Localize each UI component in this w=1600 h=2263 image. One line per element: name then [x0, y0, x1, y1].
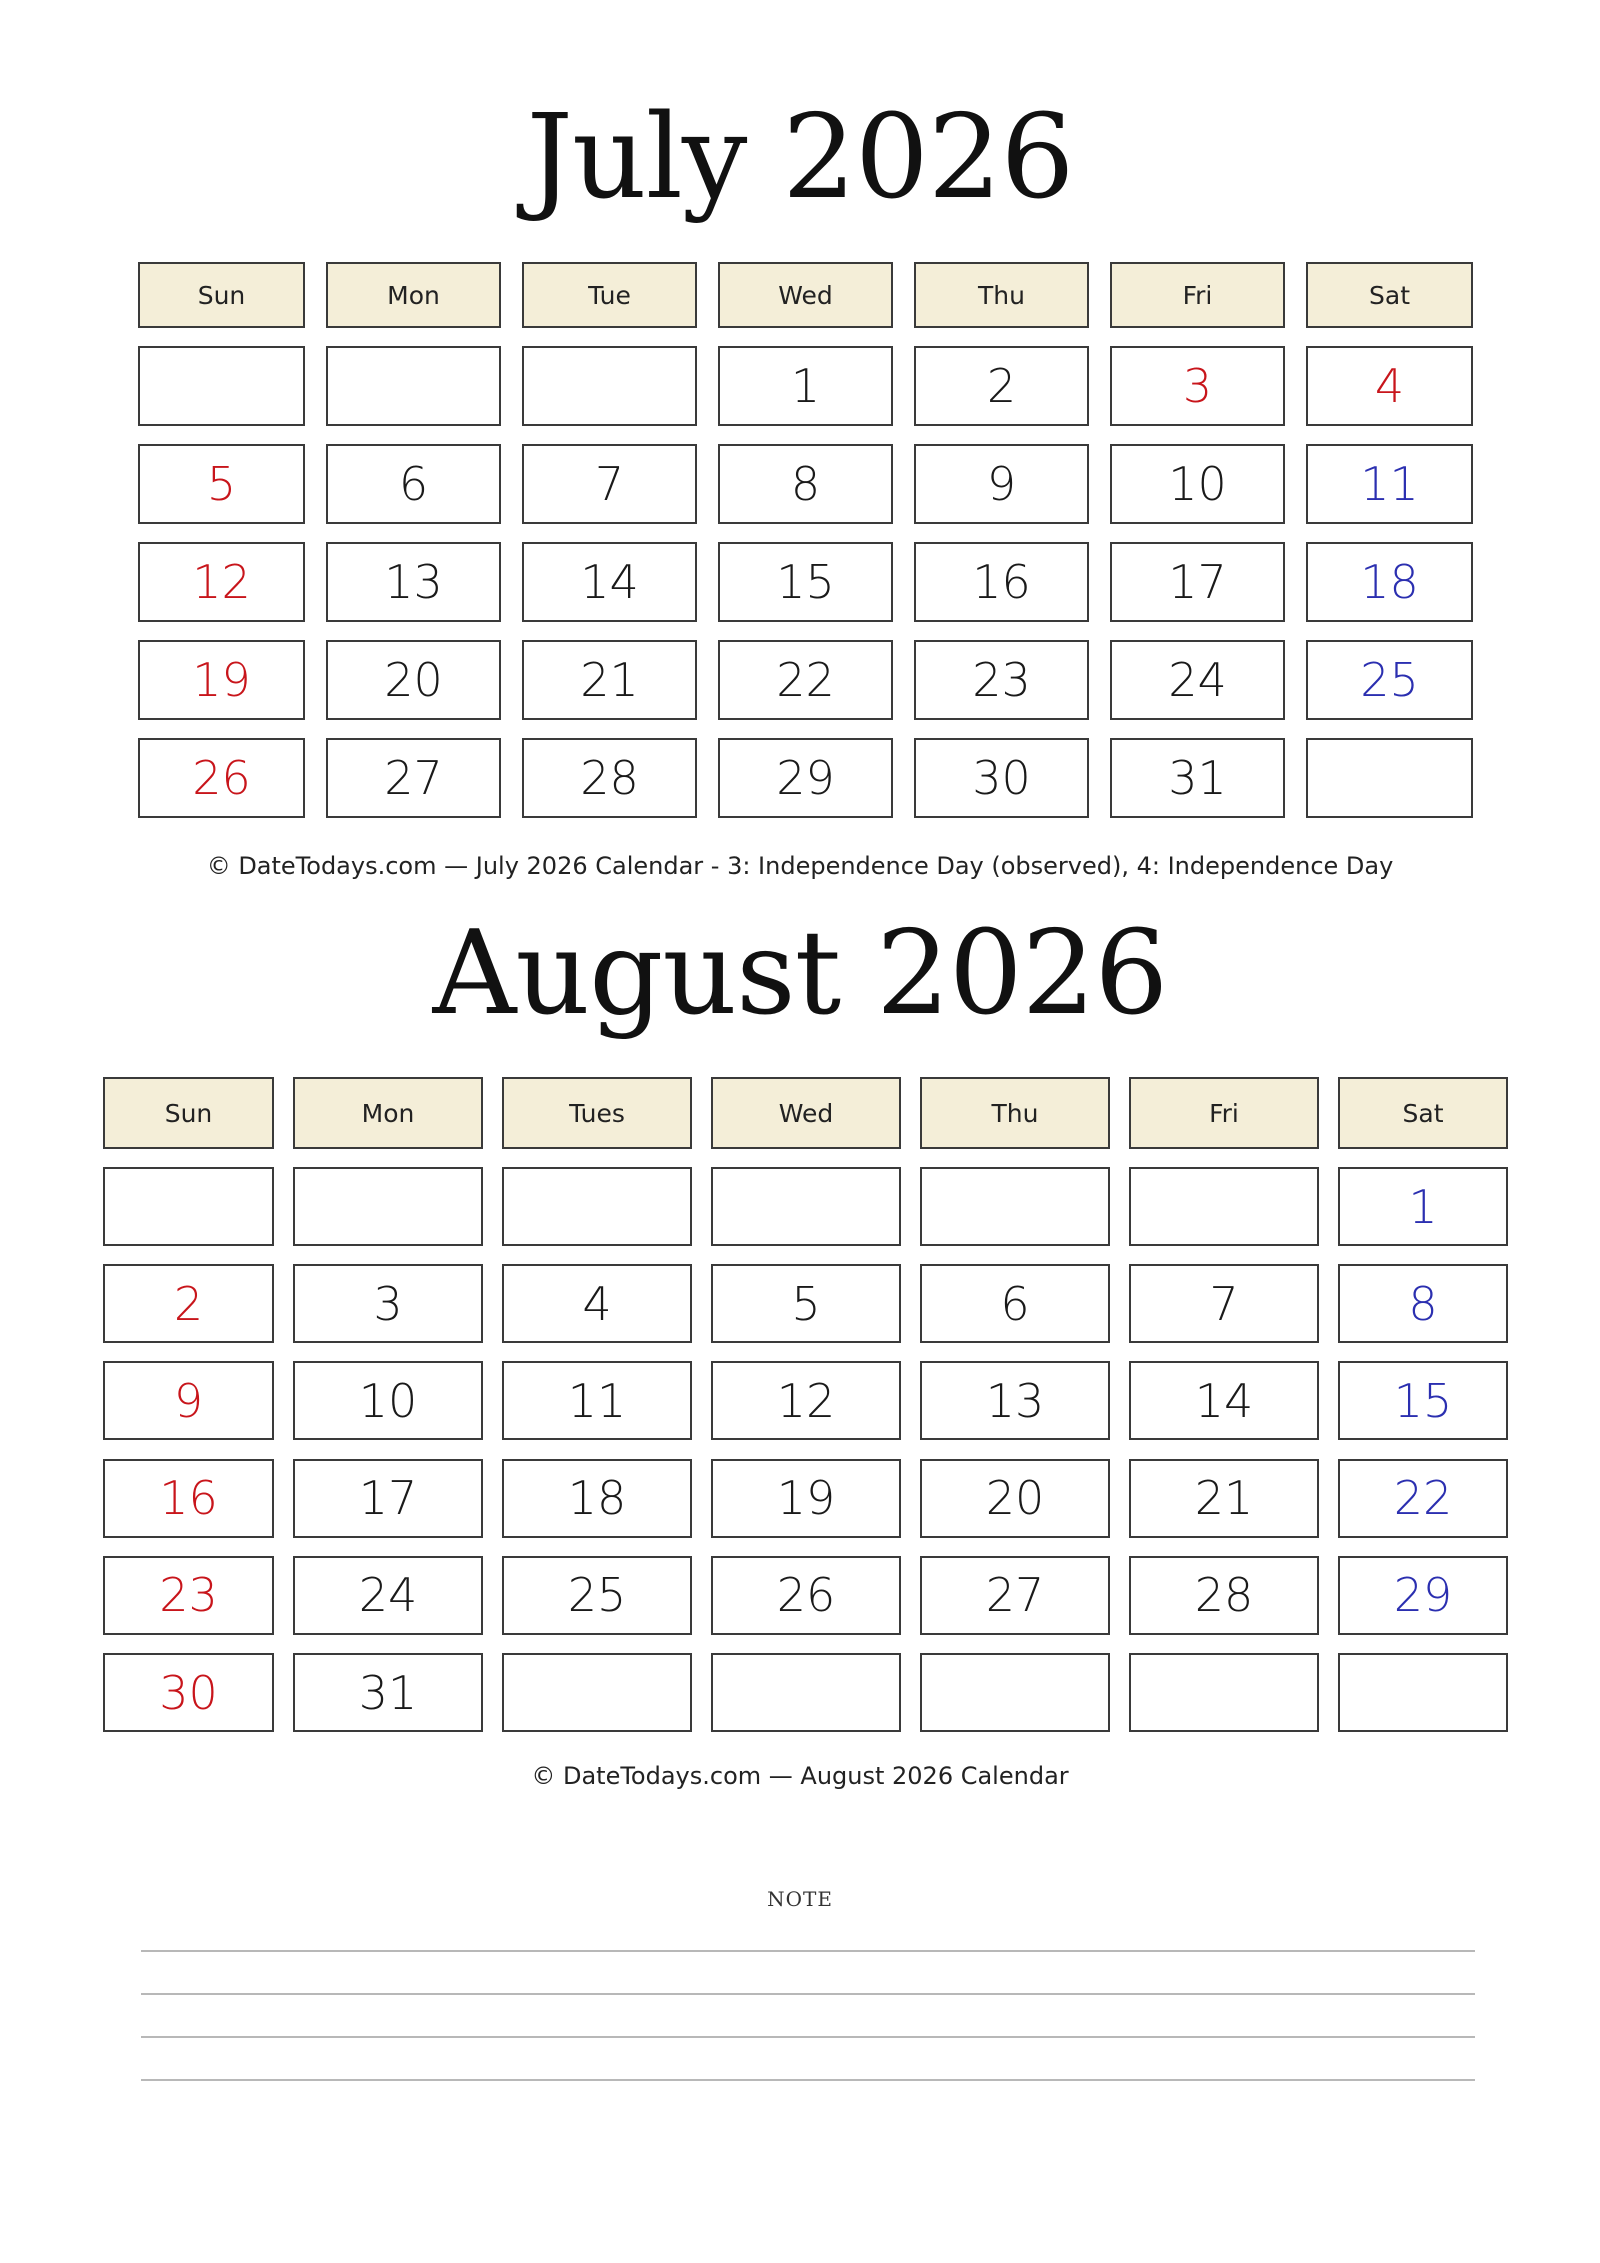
day-cell: 30 — [914, 738, 1089, 818]
day-cell: 26 — [138, 738, 305, 818]
day-cell: 3 — [293, 1264, 483, 1343]
empty-day-cell — [138, 346, 305, 426]
day-cell: 10 — [293, 1361, 483, 1440]
day-cell: 28 — [1129, 1556, 1319, 1635]
day-cell: 19 — [138, 640, 305, 720]
day-cell: 30 — [103, 1653, 274, 1732]
day-cell: 2 — [103, 1264, 274, 1343]
day-cell: 31 — [1110, 738, 1285, 818]
day-cell: 8 — [718, 444, 893, 524]
weekday-header-fri: Fri — [1129, 1077, 1319, 1149]
day-cell: 1 — [718, 346, 893, 426]
day-cell: 22 — [718, 640, 893, 720]
day-cell: 6 — [920, 1264, 1110, 1343]
note-line — [141, 1950, 1475, 1952]
august-title: August 2026 — [432, 906, 1168, 1041]
day-cell: 23 — [914, 640, 1089, 720]
empty-day-cell — [711, 1653, 901, 1732]
day-cell: 14 — [1129, 1361, 1319, 1440]
weekday-header-thu: Thu — [914, 262, 1089, 328]
empty-day-cell — [1129, 1167, 1319, 1246]
day-cell: 28 — [522, 738, 697, 818]
day-cell: 3 — [1110, 346, 1285, 426]
note-line — [141, 2079, 1475, 2081]
weekday-header-sun: Sun — [103, 1077, 274, 1149]
day-cell: 31 — [293, 1653, 483, 1732]
day-cell: 18 — [1306, 542, 1473, 622]
empty-day-cell — [502, 1167, 692, 1246]
day-cell: 15 — [1338, 1361, 1508, 1440]
day-cell: 13 — [326, 542, 501, 622]
july-title: July 2026 — [526, 90, 1074, 225]
day-cell: 2 — [914, 346, 1089, 426]
weekday-header-sun: Sun — [138, 262, 305, 328]
day-cell: 23 — [103, 1556, 274, 1635]
day-cell: 12 — [711, 1361, 901, 1440]
day-cell: 21 — [522, 640, 697, 720]
day-cell: 11 — [502, 1361, 692, 1440]
day-cell: 19 — [711, 1459, 901, 1538]
note-line — [141, 2036, 1475, 2038]
day-cell: 4 — [1306, 346, 1473, 426]
weekday-header-mon: Mon — [293, 1077, 483, 1149]
empty-day-cell — [293, 1167, 483, 1246]
day-cell: 16 — [914, 542, 1089, 622]
day-cell: 29 — [718, 738, 893, 818]
day-cell: 4 — [502, 1264, 692, 1343]
day-cell: 6 — [326, 444, 501, 524]
day-cell: 5 — [138, 444, 305, 524]
note-line — [141, 1993, 1475, 1995]
day-cell: 7 — [1129, 1264, 1319, 1343]
day-cell: 21 — [1129, 1459, 1319, 1538]
empty-day-cell — [920, 1653, 1110, 1732]
day-cell: 20 — [920, 1459, 1110, 1538]
weekday-header-mon: Mon — [326, 262, 501, 328]
weekday-header-sat: Sat — [1338, 1077, 1508, 1149]
weekday-header-tue: Tue — [522, 262, 697, 328]
empty-day-cell — [1129, 1653, 1319, 1732]
day-cell: 12 — [138, 542, 305, 622]
july-caption: © DateTodays.com — July 2026 Calendar - 3: Independence Day (observed), 4: Independence Day — [206, 852, 1394, 880]
day-cell: 15 — [718, 542, 893, 622]
empty-day-cell — [522, 346, 697, 426]
day-cell: 26 — [711, 1556, 901, 1635]
day-cell: 16 — [103, 1459, 274, 1538]
day-cell: 11 — [1306, 444, 1473, 524]
august-caption: © DateTodays.com — August 2026 Calendar — [531, 1762, 1069, 1790]
day-cell: 22 — [1338, 1459, 1508, 1538]
day-cell: 17 — [293, 1459, 483, 1538]
empty-day-cell — [1306, 738, 1473, 818]
weekday-header-tues: Tues — [502, 1077, 692, 1149]
day-cell: 29 — [1338, 1556, 1508, 1635]
day-cell: 20 — [326, 640, 501, 720]
day-cell: 27 — [326, 738, 501, 818]
weekday-header-thu: Thu — [920, 1077, 1110, 1149]
weekday-header-sat: Sat — [1306, 262, 1473, 328]
day-cell: 24 — [1110, 640, 1285, 720]
empty-day-cell — [1338, 1653, 1508, 1732]
empty-day-cell — [711, 1167, 901, 1246]
empty-day-cell — [502, 1653, 692, 1732]
weekday-header-wed: Wed — [711, 1077, 901, 1149]
day-cell: 24 — [293, 1556, 483, 1635]
empty-day-cell — [326, 346, 501, 426]
empty-day-cell — [920, 1167, 1110, 1246]
day-cell: 25 — [1306, 640, 1473, 720]
weekday-header-wed: Wed — [718, 262, 893, 328]
day-cell: 8 — [1338, 1264, 1508, 1343]
day-cell: 7 — [522, 444, 697, 524]
day-cell: 9 — [914, 444, 1089, 524]
weekday-header-fri: Fri — [1110, 262, 1285, 328]
day-cell: 14 — [522, 542, 697, 622]
day-cell: 10 — [1110, 444, 1285, 524]
day-cell: 27 — [920, 1556, 1110, 1635]
day-cell: 25 — [502, 1556, 692, 1635]
note-label: NOTE — [767, 1887, 833, 1911]
day-cell: 13 — [920, 1361, 1110, 1440]
day-cell: 9 — [103, 1361, 274, 1440]
day-cell: 5 — [711, 1264, 901, 1343]
empty-day-cell — [103, 1167, 274, 1246]
day-cell: 18 — [502, 1459, 692, 1538]
day-cell: 1 — [1338, 1167, 1508, 1246]
day-cell: 17 — [1110, 542, 1285, 622]
